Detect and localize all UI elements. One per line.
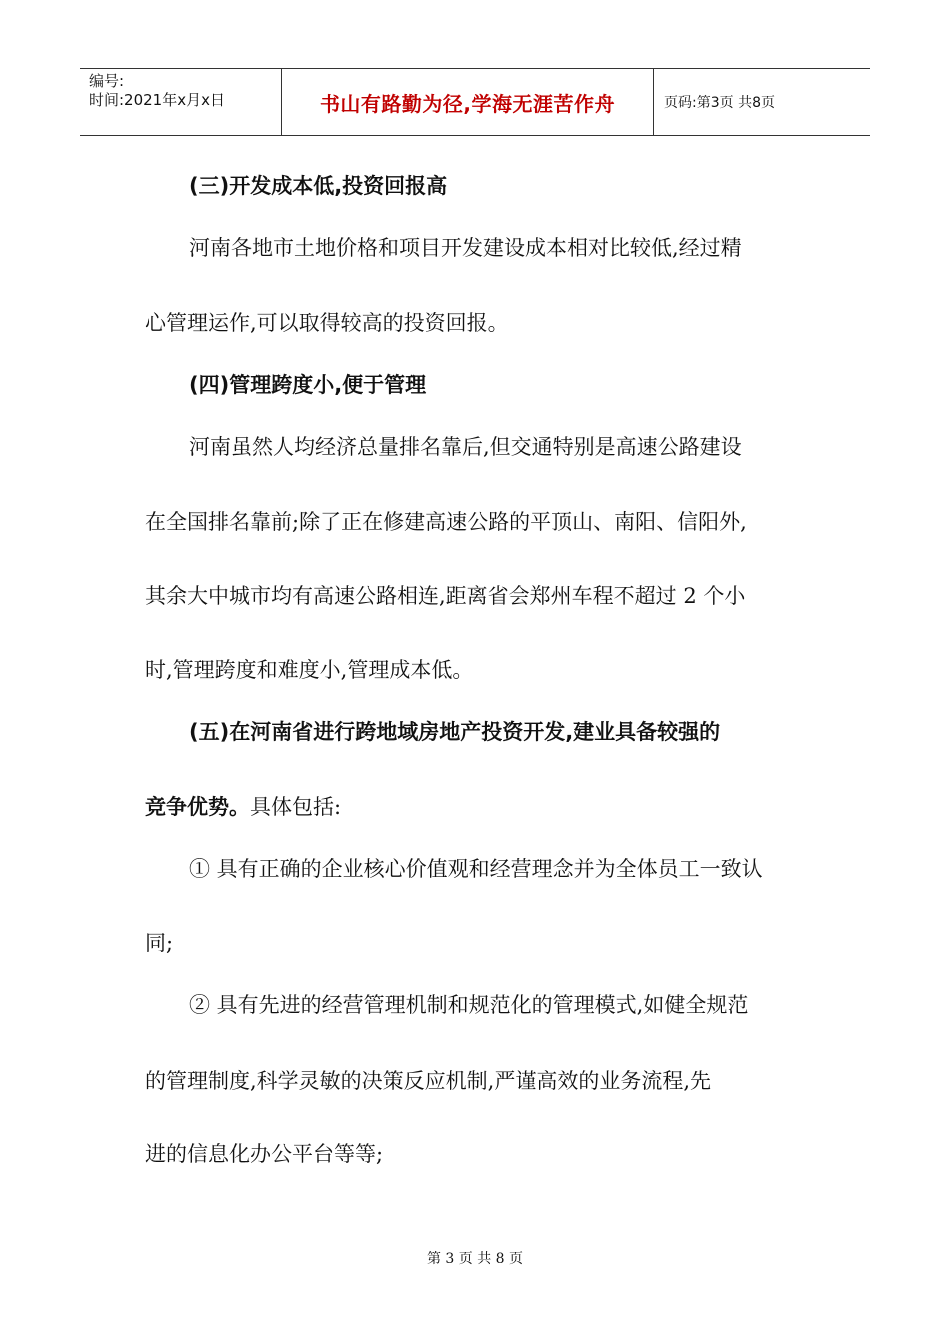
section-5-heading-bold: 竞争优势。 [145, 795, 250, 819]
date-label: 时间:2021年x月x日 [89, 91, 225, 109]
item-2-line-1: ② 具有先进的经营管理机制和规范化的管理模式,如健全规范 [189, 993, 749, 1017]
section-3-paragraph-line-1: 河南各地市土地价格和项目开发建设成本相对比较低,经过精 [189, 236, 742, 260]
page-footer: 第 3 页 共 8 页 [426, 1251, 524, 1267]
header-page-info: 页码:第3页 共8页 [664, 95, 775, 111]
section-5-heading-line-2 [145, 793, 341, 821]
item-1-line-2: 同; [145, 931, 174, 955]
section-4-paragraph-line-2: 在全国排名靠前;除了正在修建高速公路的平顶山、南阳、信阳外, [145, 510, 747, 534]
section-4-heading: (四)管理跨度小,便于管理 [189, 373, 427, 397]
section-5-heading-rest: 具体包括: [250, 795, 342, 819]
header-meta-cell [80, 69, 282, 135]
section-4-paragraph-line-3: 其余大中城市均有高速公路相连,距离省会郑州车程不超过 2 个小 [145, 584, 746, 608]
section-3-heading: (三)开发成本低,投资回报高 [189, 174, 448, 198]
section-5-heading-line-1: (五)在河南省进行跨地域房地产投资开发,建业具备较强的 [189, 720, 721, 744]
header-motto: 书山有路勤为径,学海无涯苦作舟 [282, 69, 654, 135]
document-header [80, 68, 870, 136]
number-label: 编号: [89, 72, 125, 90]
section-3-paragraph-line-2: 心管理运作,可以取得较高的投资回报。 [145, 311, 509, 335]
item-2-line-2: 的管理制度,科学灵敏的决策反应机制,严谨高效的业务流程,先 [145, 1069, 712, 1093]
item-1-line-1: ① 具有正确的企业核心价值观和经营理念并为全体员工一致认 [189, 857, 763, 881]
section-4-paragraph-line-1: 河南虽然人均经济总量排名靠后,但交通特别是高速公路建设 [189, 435, 742, 459]
header-page-cell [654, 69, 870, 135]
section-4-paragraph-line-4: 时,管理跨度和难度小,管理成本低。 [145, 658, 474, 682]
item-2-line-3: 进的信息化办公平台等等; [145, 1142, 384, 1166]
